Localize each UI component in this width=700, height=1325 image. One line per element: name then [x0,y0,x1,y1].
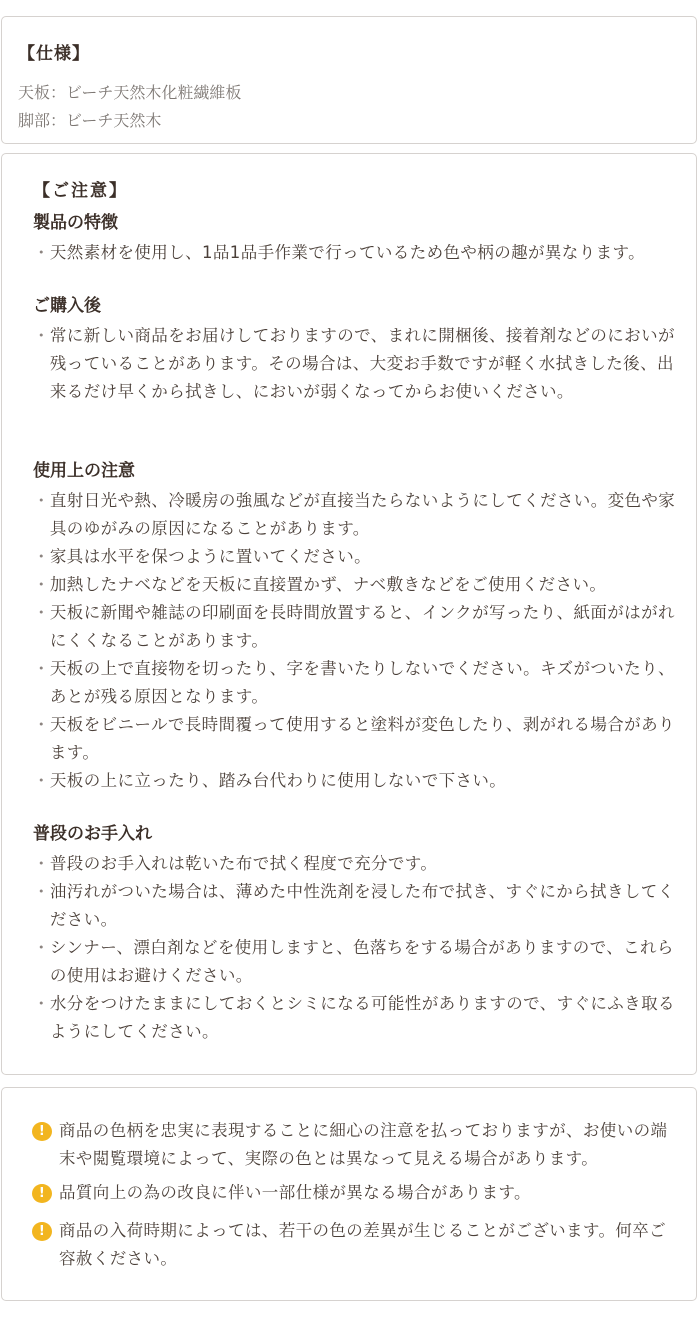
warning-icon: ! [32,1122,52,1141]
list-item-text: 加熱したナベなどを天板に直接置かず、ナベ敷きなどをご使用ください。 [49,575,607,594]
notes-panel [1,1087,697,1301]
section-daily-care [33,819,678,1046]
bullet-dot: ・ [33,547,50,566]
section-heading: 製品の特徴 [33,213,118,233]
note-text: 商品の入荷時期によっては、若干の色の差異が生じることがございます。何卒ご容赦ください。 [59,1221,667,1268]
list-item [33,767,678,795]
list-item-text: シンナー、漂白剤などを使用しますと、色落ちをする場合がありますので、これらの使用はお避けください。 [49,938,674,985]
list-item-text: 普段のお手入れは乾いた布で拭く程度で充分です。 [49,854,438,873]
list-item-text: 天然素材を使用し、1品1品手作業で行っているため色や柄の趣が異なります。 [49,243,645,262]
spec-line-top: 天板：ビーチ天然木化粧繊維板 [18,83,242,102]
bullet-dot: ・ [33,575,50,594]
bullet-dot: ・ [33,715,50,734]
bullet-dot: ・ [33,326,50,345]
list-item-text: 水分をつけたままにしておくとシミになる可能性がありますので、すぐにふき取るようにしてください。 [49,994,675,1041]
warning-icon: ! [32,1222,52,1241]
note-item [32,1217,678,1273]
bullet-dot: ・ [33,491,50,510]
note-text: 商品の色柄を忠実に表現することに細心の注意を払っておりますが、お使いの端末や閲覧環境によって、実際の色とは異なって見える場合があります。 [59,1121,668,1168]
list-item-text: 天板をビニールで長時間覆って使用すると塗料が変色したり、剥がれる場合があります。 [49,715,675,762]
list-item-text: 天板に新聞や雑誌の印刷面を長時間放置すると、インクが写ったり、紙面がはがれにくくなることがあります。 [49,603,675,650]
list-item [33,655,678,711]
list-item-text: 油汚れがついた場合は、薄めた中性洗剤を浸した布で拭き、すぐにから拭きしてください。 [49,882,675,929]
list-item [33,850,678,878]
section-heading: 普段のお手入れ [33,824,152,844]
list-item-text: 家具は水平を保つように置いてください。 [49,547,372,566]
list-item [33,487,678,543]
list-item [33,543,678,571]
list-item [33,322,678,406]
bullet-dot: ・ [33,994,50,1013]
spec-line-legs: 脚部：ビーチ天然木 [18,111,162,130]
bullet-dot: ・ [33,882,50,901]
note-text: 品質向上の為の改良に伴い一部仕様が異なる場合があります。 [59,1183,531,1202]
list-item [33,878,678,934]
section-heading: 使用上の注意 [33,461,135,481]
section-usage-notes [33,456,678,795]
section-after-purchase [33,291,678,406]
bullet-dot: ・ [33,603,50,622]
list-item [33,990,678,1046]
list-item-text: 常に新しい商品をお届けしておりますので、まれに開梱後、接着剤などのにおいが残っていることがあります。その場合は、大変お手数ですが軽く水拭きした後、出来るだけ早くから拭きし、においが弱くなってからお使いください。 [49,326,675,401]
list-item-text: 天板の上に立ったり、踏み台代わりに使用しないで下さい。 [49,771,507,790]
list-item [33,239,678,267]
list-item [33,599,678,655]
bullet-dot: ・ [33,243,50,262]
bullet-dot: ・ [33,938,50,957]
caution-title: 【ご注意】 [33,181,128,201]
spec-title: 【仕様】 [18,44,90,64]
spec-panel [1,16,697,144]
caution-panel [1,153,697,1075]
list-item [33,571,678,599]
warning-icon: ! [32,1184,52,1203]
note-item [32,1117,678,1173]
list-item-text: 直射日光や熱、冷暖房の強風などが直接当たらないようにしてください。変色や家具のゆがみの原因になることがあります。 [49,491,676,538]
list-item-text: 天板の上で直接物を切ったり、字を書いたりしないでください。キズがついたり、あとが残る原因となります。 [49,659,675,706]
list-item [33,711,678,767]
section-heading: ご購入後 [33,296,101,316]
note-item [32,1179,678,1207]
bullet-dot: ・ [33,854,50,873]
section-features [33,208,678,267]
bullet-dot: ・ [33,659,50,678]
bullet-dot: ・ [33,771,50,790]
list-item [33,934,678,990]
